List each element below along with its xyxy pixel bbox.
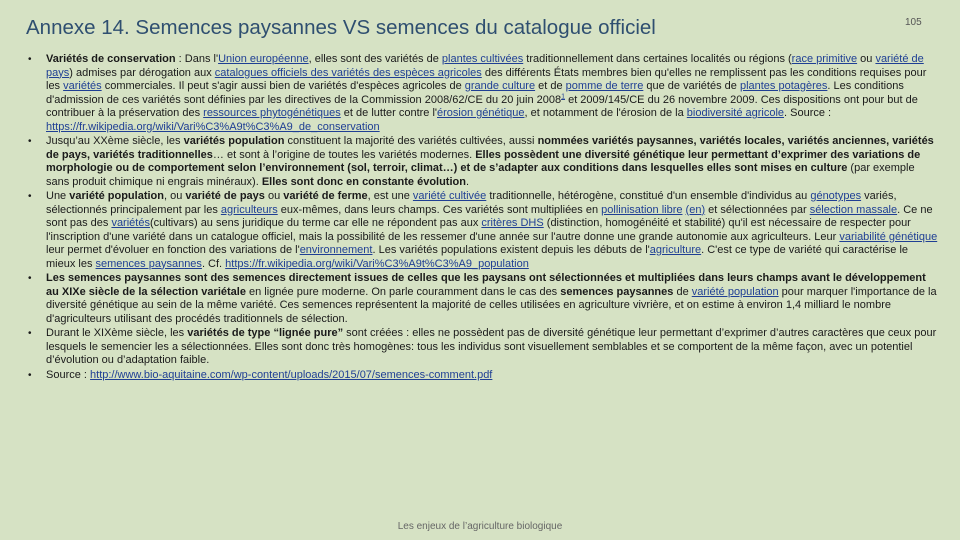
- term-bold: variétés de type “lignée pure”: [187, 327, 344, 339]
- term-bold: Elles sont donc en constante évolution: [261, 175, 466, 188]
- text-run: (cultivars) au sens juridique du terme car elle ne répondent pas aux: [149, 217, 482, 229]
- text-run: et 2009/145/CE du 26 novembre 2009. Ces dispositions ont pour but de contribuer à la préservation des: [46, 93, 918, 119]
- text-run: , ou: [164, 190, 186, 202]
- text-run: Jusqu’au XXème siècle, les: [46, 135, 184, 147]
- bullet-text: [46, 369, 940, 383]
- text-run: eux-mêmes, dans leurs champs. Ces variétés sont multipliées en: [277, 203, 602, 216]
- term-bold: variété de ferme: [283, 190, 368, 202]
- bullet-icon: •: [28, 369, 32, 381]
- text-run: et sélectionnées par: [705, 203, 810, 216]
- text-run: ) admises par dérogation aux: [69, 66, 215, 79]
- bullet-text: [46, 190, 940, 271]
- text-run: sont créées : elles ne possèdent pas de diversité génétique leur permettant d’exprimer d’autres caractères que ceux pour lesquels le semencier les a sélectionnées. Elles sont donc très homogènes: tous les individus sont visuellement semblables et se comportent de la même façon, avec un potentiel d’évolution ou d’adaptation faible.: [46, 327, 937, 366]
- text-run: … et sont à l’origine de toutes les variétés modernes.: [212, 148, 476, 161]
- text-run: Durant le XIXème siècle, les: [46, 327, 188, 339]
- link-source-wikipedia-conservation[interactable]: https://fr.wikipedia.org/wiki/Vari%C3%A9t%C3%A9_de_conservation: [46, 120, 380, 133]
- link-environnement[interactable]: environnement: [299, 244, 373, 256]
- link-race-primitive[interactable]: race primitive: [791, 53, 858, 65]
- text-run: de: [673, 285, 692, 298]
- page-number: 105: [905, 17, 922, 28]
- link-erosion-genetique[interactable]: érosion génétique: [437, 107, 525, 119]
- bullet-item-varietes-conservation: [28, 53, 940, 134]
- text-run: et de: [535, 80, 566, 92]
- bullet-icon: •: [28, 54, 32, 65]
- text-run: . Les conditions d'admission de ces variétés sont définies par les directives de la Commission 2008/62/CE du 20 juin 2008: [46, 80, 904, 106]
- bullet-item-jusqu-au-xxe: [28, 135, 940, 189]
- bullet-icon: •: [28, 191, 32, 202]
- link-source-bio-aquitaine[interactable]: http://www.bio-aquitaine.com/wp-content/uploads/2015/07/semences-comment.pdf: [90, 368, 493, 381]
- slide-footer: Les enjeux de l’agriculture biologique: [397, 521, 563, 532]
- link-agriculteurs[interactable]: agriculteurs: [220, 203, 278, 216]
- text-run: Une: [46, 190, 70, 202]
- link-selection-massale[interactable]: sélection massale: [809, 203, 898, 216]
- term-bold: Variétés de conservation: [46, 53, 176, 65]
- text-run: constituent la majorité des variétés cultivées, aussi: [284, 135, 538, 147]
- text-run: .: [465, 175, 470, 188]
- term-bold: Les semences paysannes sont des semences directement issues de celles que les paysans ont sélectionnées et multipliées dans leurs champs avant le développement au XIXe siècle de la sélection variétale: [46, 272, 926, 298]
- link-varietes[interactable]: variétés: [111, 217, 150, 229]
- text-run: des différents États membres bien qu'elles ne remplissent pas les conditions requises pour les: [46, 66, 927, 92]
- term-bold: variété population: [69, 190, 164, 202]
- text-run: que de variétés de: [643, 80, 740, 92]
- bullet-list: [28, 53, 940, 383]
- text-run: : Dans l': [175, 53, 219, 65]
- link-en[interactable]: (en): [685, 203, 706, 216]
- link-variete-population[interactable]: variété population: [691, 285, 779, 298]
- text-run: ou: [857, 53, 876, 65]
- bullet-item-variete-population: [28, 190, 940, 271]
- link-semences-paysannes[interactable]: semences paysannes: [95, 257, 202, 270]
- link-plantes-cultivees[interactable]: plantes cultivées: [441, 53, 524, 65]
- text-run: . Les variétés populations existent depuis les débuts de l': [372, 244, 650, 256]
- text-run: . C'est ce type de variété qui caractérise le mieux les: [46, 244, 909, 270]
- footnote-link[interactable]: 1: [561, 92, 566, 100]
- slide-title: Annexe 14. Semences paysannes VS semences du catalogue officiel: [26, 16, 656, 39]
- text-run: traditionnelle, hétérogène, constitué d'un ensemble d'individus au: [486, 190, 811, 202]
- link-biodiversite-agricole[interactable]: biodiversité agricole: [686, 107, 785, 119]
- text-run: ou: [264, 190, 284, 202]
- text-run: , est une: [367, 190, 413, 202]
- text-run: variés, sélectionnés principalement par les: [46, 190, 897, 216]
- bullet-text: [46, 135, 940, 189]
- link-pomme-de-terre[interactable]: pomme de terre: [565, 80, 644, 92]
- bullet-text: [46, 327, 940, 368]
- term-bold: variété de pays: [185, 190, 265, 202]
- text-run: , et notamment de l'érosion de la: [524, 107, 687, 119]
- term-bold: variétés population: [183, 135, 285, 147]
- text-run: en lignée pure moderne. On parle couramment dans le cas des: [245, 285, 561, 298]
- link-variabilite-genetique[interactable]: variabilité génétique: [839, 230, 938, 243]
- link-agriculture[interactable]: agriculture: [649, 244, 702, 256]
- link-union-europeenne[interactable]: Union européenne: [218, 53, 309, 65]
- bullet-icon: •: [28, 136, 32, 147]
- text-run: . Cf.: [201, 257, 226, 270]
- text-run: . Ce ne sont pas des: [46, 203, 933, 229]
- text-run: (par exemple sans produit chimique ni engrais minéraux).: [46, 162, 915, 188]
- term-bold: Elles possèdent une diversité génétique leur permettant d’exprimer des variations de morphologie ou de comportement selon l’environnement (sol, terroir, climat…) et de s’adapter aux conditions dans lesquelles elles sont mises en culture: [46, 148, 921, 174]
- link-source-wikipedia-population[interactable]: https://fr.wikipedia.org/wiki/Vari%C3%A9t%C3%A9_population: [225, 257, 529, 270]
- link-variete-cultivee[interactable]: variété cultivée: [412, 190, 487, 202]
- term-bold: semences paysannes: [560, 285, 674, 298]
- text-run: , elles sont des variétés de: [308, 53, 442, 65]
- link-plantes-potageres[interactable]: plantes potagères: [739, 80, 828, 92]
- text-run: traditionnellement dans certaines localités ou régions (: [523, 53, 792, 65]
- link-genotypes[interactable]: génotypes: [810, 190, 862, 202]
- link-varietes[interactable]: variétés: [63, 80, 102, 92]
- text-run: commerciales. Il peut s'agir aussi bien de variétés d'espèces agricoles de: [101, 80, 465, 92]
- link-variete-de-pays[interactable]: variété de pays: [46, 53, 924, 79]
- text-run: . Source :: [784, 107, 832, 119]
- bullet-text: [46, 272, 940, 326]
- link-grande-culture[interactable]: grande culture: [464, 80, 536, 92]
- text-run: et de lutter contre l': [340, 107, 438, 119]
- bullet-item-source: [28, 369, 940, 383]
- link-criteres-dhs[interactable]: critères DHS: [481, 217, 544, 229]
- link-catalogues-officiels[interactable]: catalogues officiels des variétés des espèces agricoles: [214, 66, 482, 79]
- bullet-text: [46, 53, 940, 134]
- term-bold: nommées variétés paysannes, variétés locales, variétés anciennes, variétés de pays, variétés traditionnelles: [46, 135, 934, 161]
- bullet-item-semences-paysannes: [28, 272, 940, 326]
- bullet-item-lignee-pure: [28, 327, 940, 368]
- text-run: pour marquer l'importance de la diversité génétique au sein de la même variété. Ces semences représentent la majorité de celles utilisées en agriculture vivrière, et on estime à environ 1,4 milliard le nombre d'agriculteurs utilisant des procédés traditionnels de sélection.: [46, 285, 937, 325]
- text-run: leur permet d'évoluer en fonction des variations de l': [46, 244, 300, 256]
- bullet-icon: •: [28, 273, 32, 284]
- bullet-icon: •: [28, 328, 32, 339]
- text-run: Source :: [46, 368, 91, 381]
- link-ressources-phytogenetiques[interactable]: ressources phytogénétiques: [203, 107, 341, 119]
- text-run: (distinction, homogénéité et stabilité) qu'il est nécessaire de respecter pour l'inscription d'une variété dans un catalogue officiel, mais la possibilité de les ressemer d'une année sur l'autre donne une grande autonomie aux agriculteurs. Leur: [46, 217, 911, 243]
- link-pollinisation-libre[interactable]: pollinisation libre: [601, 203, 683, 216]
